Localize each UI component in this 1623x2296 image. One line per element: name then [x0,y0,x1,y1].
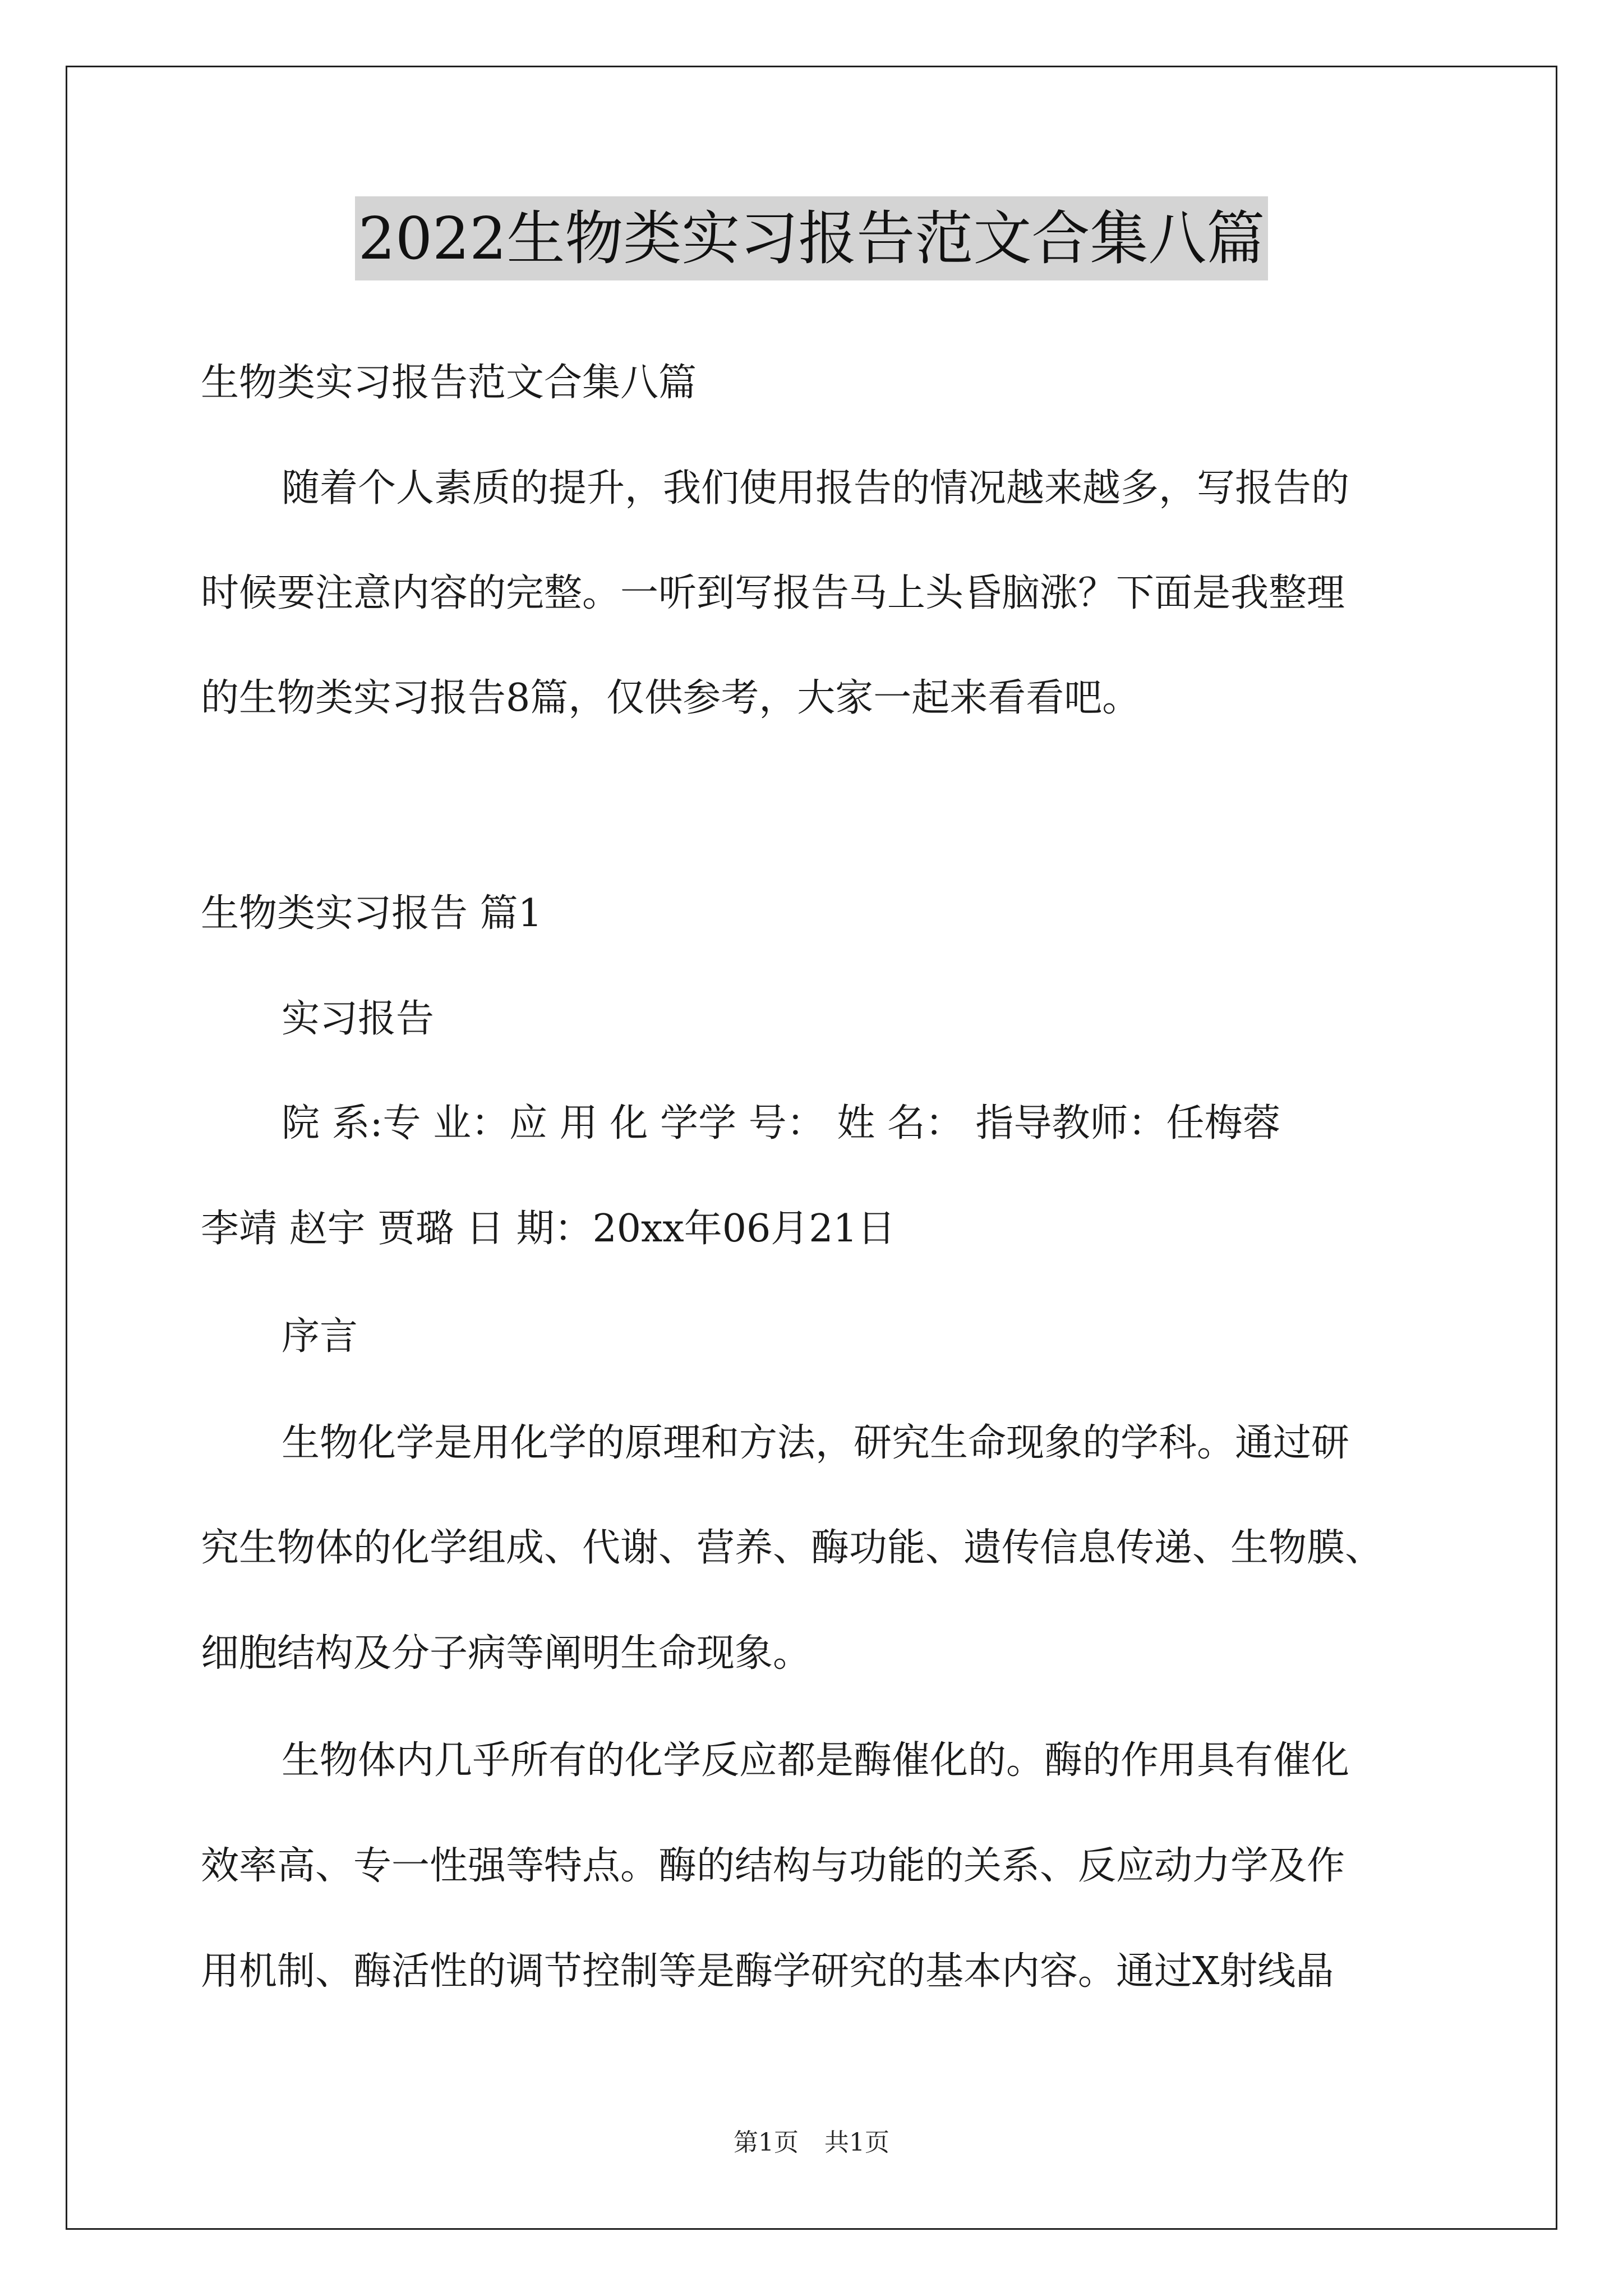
paragraph-line: 用机制、酶活性的调节控制等是酶学研究的基本内容。通过X射线晶 [201,1949,1334,1994]
paragraph-line: 时候要注意内容的完整。一听到写报告马上头昏脑涨？下面是我整理 [201,571,1345,615]
paragraph-line: 细胞结构及分子病等阐明生命现象。 [201,1631,811,1676]
subtitle-line: 生物类实习报告范文合集八篇 [201,361,697,405]
page-footer [0,2126,1623,2160]
report-heading: 实习报告 [282,997,435,1041]
paragraph-line: 究生物体的化学组成、代谢、营养、酶功能、遗传信息传递、生物膜、 [201,1526,1384,1570]
section-heading: 生物类实习报告 篇1 [201,891,542,936]
paragraph-line: 生物体内几乎所有的化学反应都是酶催化的。酶的作用具有催化 [282,1738,1350,1783]
preface-heading: 序言 [282,1314,358,1359]
page-total: 共1页 [824,2128,889,2157]
info-line: 李靖 赵宇 贾璐 日 期：20xx年06月21日 [201,1207,896,1251]
page-number: 第1页 [734,2128,799,2157]
title-container [0,196,1623,280]
paragraph-line: 随着个人素质的提升，我们使用报告的情况越来越多，写报告的 [282,466,1350,510]
paragraph-line: 的生物类实习报告8篇，仅供参考，大家一起来看看吧。 [201,676,1141,720]
paragraph-line: 效率高、专一性强等特点。酶的结构与功能的关系、反应动力学及作 [201,1844,1345,1888]
document-title: 2022生物类实习报告范文合集八篇 [355,196,1269,280]
paragraph-line: 生物化学是用化学的原理和方法，研究生命现象的学科。通过研 [282,1421,1350,1465]
info-line: 院 系:专 业：应 用 化 学学 号： 姓 名： 指导教师：任梅蓉 [282,1101,1281,1145]
